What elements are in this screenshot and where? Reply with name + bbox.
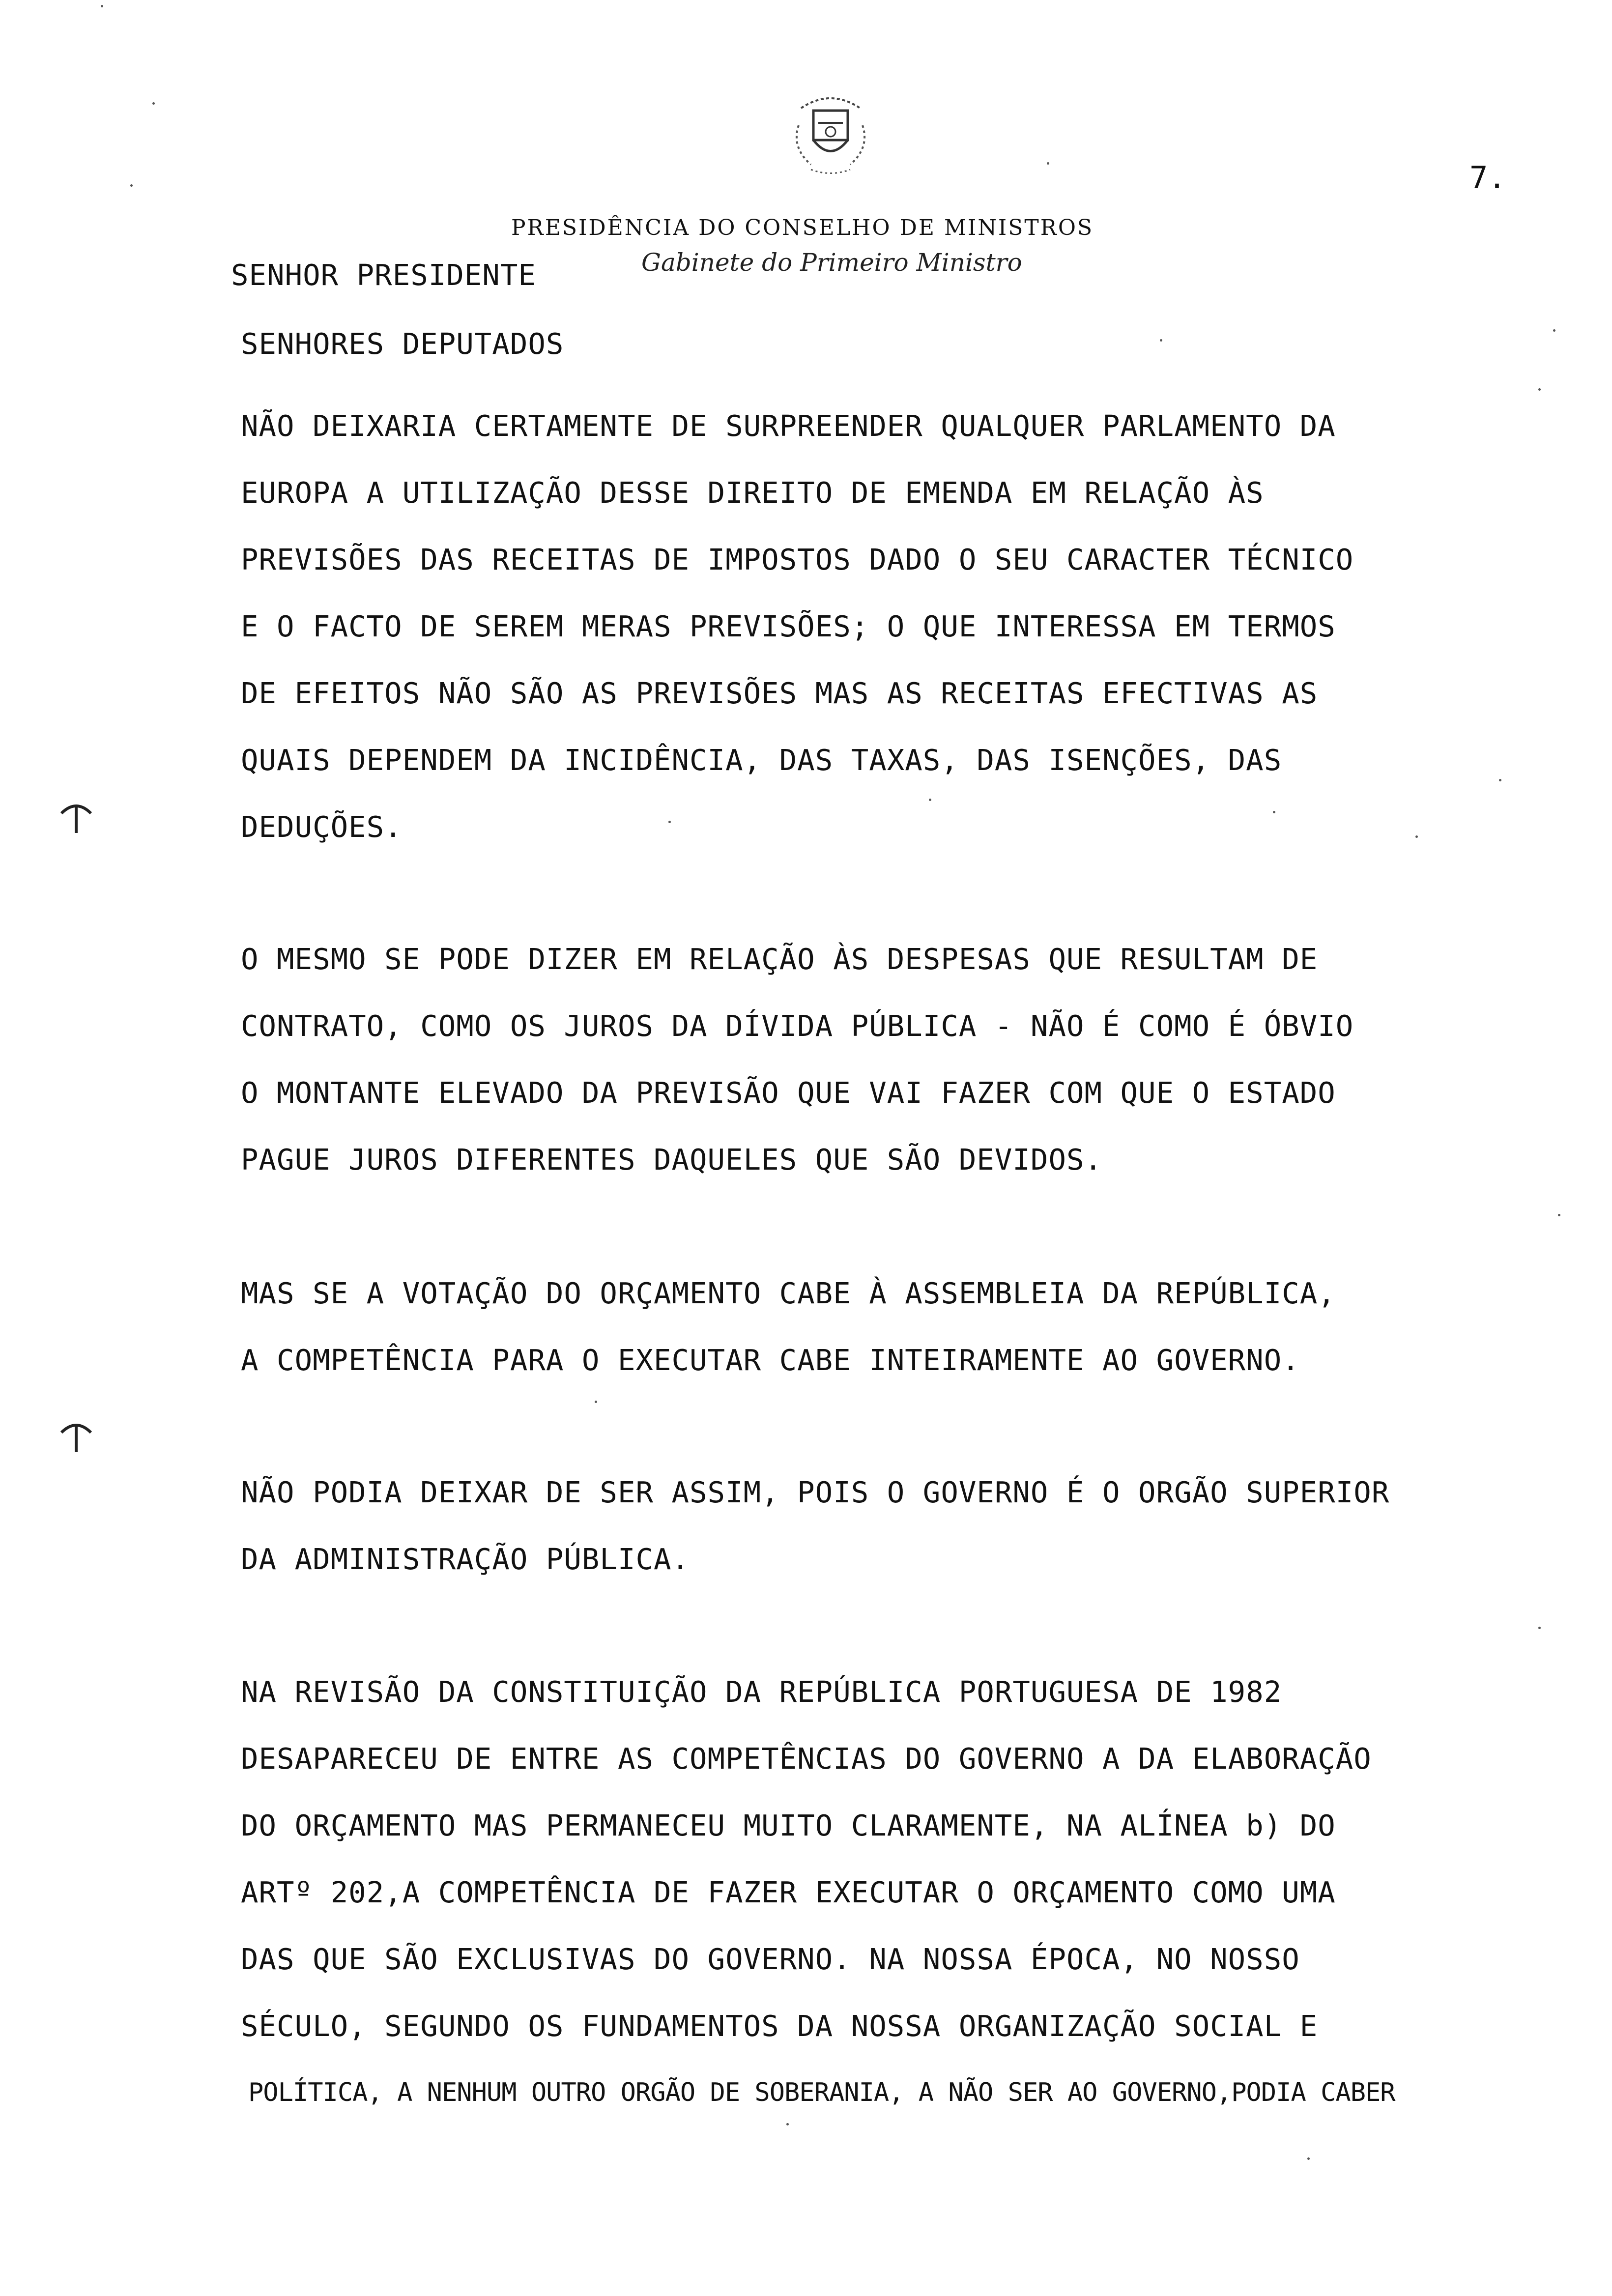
paragraph-5-line-4: ARTº 202,A COMPETÊNCIA DE FAZER EXECUTAR O ORÇAMENTO COMO UMA	[241, 1875, 1336, 1909]
coat-of-arms-icon	[772, 79, 890, 197]
paragraph-1-line-3: PREVISÕES DAS RECEITAS DE IMPOSTOS DADO O SEU CARACTER TÉCNICO	[241, 543, 1354, 576]
scan-speck	[130, 184, 133, 187]
scan-speck	[152, 102, 155, 105]
paragraph-1-line-5: DE EFEITOS NÃO SÃO AS PREVISÕES MAS AS RECEITAS EFECTIVAS AS	[241, 676, 1318, 710]
paragraph-5-line-6: SÉCULO, SEGUNDO OS FUNDAMENTOS DA NOSSA ORGANIZAÇÃO SOCIAL E	[241, 2009, 1318, 2043]
paragraph-5-line-7: POLÍTICA, A NENHUM OUTRO ORGÃO DE SOBERANIA, A NÃO SER AO GOVERNO,PODIA CABER	[248, 2078, 1395, 2107]
scan-speck	[1499, 779, 1501, 781]
page-number: 7.	[1469, 160, 1506, 196]
paragraph-1-line-4: E O FACTO DE SEREM MERAS PREVISÕES; O QUE INTERESSA EM TERMOS	[241, 609, 1336, 643]
scan-speck	[1307, 2157, 1310, 2160]
paragraph-2-line-3: O MONTANTE ELEVADO DA PREVISÃO QUE VAI FAZER COM QUE O ESTADO	[241, 1076, 1336, 1110]
paragraph-5-line-2: DESAPARECEU DE ENTRE AS COMPETÊNCIAS DO GOVERNO A DA ELABORAÇÃO	[241, 1742, 1372, 1776]
paragraph-3-line-2: A COMPETÊNCIA PARA O EXECUTAR CABE INTEIRAMENTE AO GOVERNO.	[241, 1343, 1300, 1377]
paragraph-5-line-1: NA REVISÃO DA CONSTITUIÇÃO DA REPÚBLICA PORTUGUESA DE 1982	[241, 1675, 1282, 1709]
paragraph-2-line-2: CONTRATO, COMO OS JUROS DA DÍVIDA PÚBLICA - NÃO É COMO É ÓBVIO	[241, 1009, 1354, 1043]
scan-speck	[1538, 388, 1541, 391]
paragraph-1-line-1: NÃO DEIXARIA CERTAMENTE DE SURPREENDER QUALQUER PARLAMENTO DA	[241, 409, 1336, 443]
paragraph-2-line-1: O MESMO SE PODE DIZER EM RELAÇÃO ÀS DESPESAS QUE RESULTAM DE	[241, 942, 1318, 976]
scan-speck	[786, 2123, 789, 2125]
salutation-president: SENHOR PRESIDENTE	[231, 258, 536, 292]
scan-speck	[1273, 811, 1275, 813]
scan-speck	[101, 5, 103, 7]
salutation-deputies: SENHORES DEPUTADOS	[241, 327, 564, 361]
office-subheading-handwritten: Gabinete do Primeiro Ministro	[641, 248, 1022, 277]
paragraph-5-line-5: DAS QUE SÃO EXCLUSIVAS DO GOVERNO. NA NOSSA ÉPOCA, NO NOSSO	[241, 1942, 1300, 1976]
paragraph-5-line-3: DO ORÇAMENTO MAS PERMANECEU MUITO CLARAMENTE, NA ALÍNEA b) DO	[241, 1808, 1336, 1842]
paragraph-4-line-2: DA ADMINISTRAÇÃO PÚBLICA.	[241, 1542, 690, 1576]
paragraph-3-line-1: MAS SE A VOTAÇÃO DO ORÇAMENTO CABE À ASSEMBLEIA DA REPÚBLICA,	[241, 1276, 1336, 1310]
scan-speck	[668, 821, 671, 823]
margin-bracket-icon	[57, 1415, 96, 1455]
scan-speck	[929, 799, 931, 801]
paragraph-1-line-2: EUROPA A UTILIZAÇÃO DESSE DIREITO DE EMENDA EM RELAÇÃO ÀS	[241, 476, 1264, 510]
scan-speck	[1553, 329, 1555, 332]
scan-speck	[1160, 339, 1162, 342]
paragraph-4-line-1: NÃO PODIA DEIXAR DE SER ASSIM, POIS O GOVERNO É O ORGÃO SUPERIOR	[241, 1475, 1390, 1509]
paragraph-2-line-4: PAGUE JUROS DIFERENTES DAQUELES QUE SÃO DEVIDOS.	[241, 1143, 1103, 1177]
scan-speck	[1558, 1214, 1560, 1216]
scan-speck	[1538, 1627, 1541, 1629]
paragraph-1-line-7: DEDUÇÕES.	[241, 810, 403, 844]
scan-speck	[595, 1401, 597, 1403]
paragraph-1-line-6: QUAIS DEPENDEM DA INCIDÊNCIA, DAS TAXAS, DAS ISENÇÕES, DAS	[241, 743, 1282, 777]
margin-bracket-icon	[57, 796, 96, 835]
scan-speck	[1415, 835, 1418, 838]
office-heading: PRESIDÊNCIA DO CONSELHO DE MINISTROS	[511, 215, 1094, 240]
scan-speck	[1047, 162, 1049, 165]
